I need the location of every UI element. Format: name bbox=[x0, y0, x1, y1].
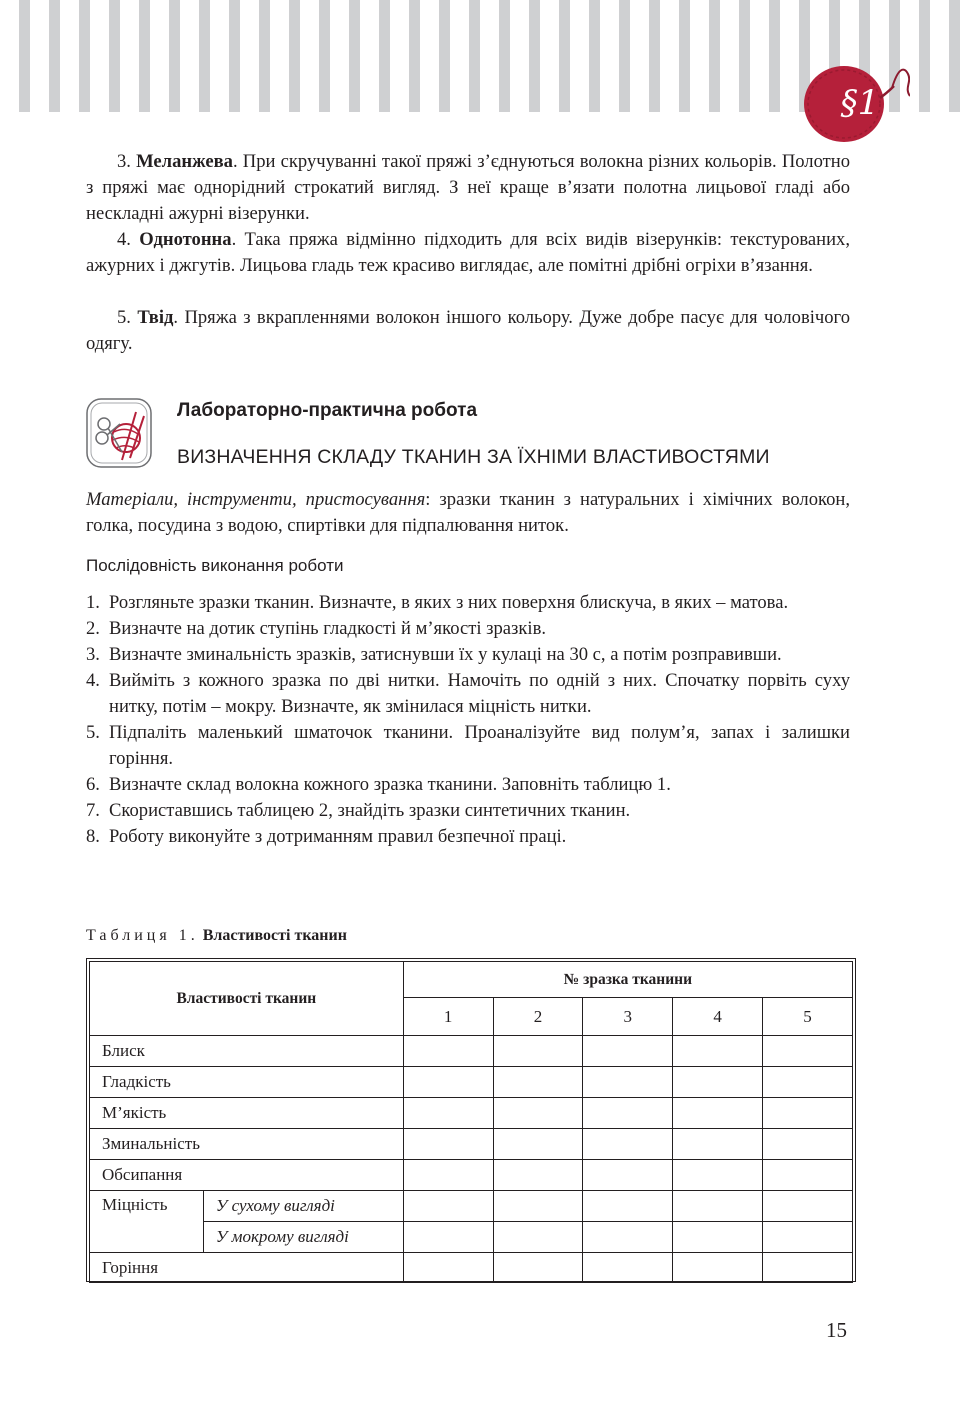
table-cell bbox=[583, 1222, 673, 1253]
table-cell bbox=[673, 1067, 763, 1098]
table-cell bbox=[673, 1222, 763, 1253]
row-label: Блиск bbox=[90, 1036, 404, 1067]
table-cell bbox=[673, 1160, 763, 1191]
list-item bbox=[86, 772, 850, 798]
header-stripe bbox=[559, 0, 570, 112]
table-cell bbox=[763, 1098, 853, 1129]
list-item bbox=[86, 824, 850, 850]
header-stripe bbox=[319, 0, 330, 112]
step-text: Підпаліть маленький шматочок тканини. Проаналізуйте вид полум’я, запах і залишки горіння. bbox=[109, 722, 850, 769]
paragraph-melange bbox=[86, 149, 850, 227]
header-stripe bbox=[19, 0, 30, 112]
sample-number: 2 bbox=[493, 998, 583, 1036]
table-cell bbox=[763, 1160, 853, 1191]
table-cell bbox=[493, 1222, 583, 1253]
paragraph-text: . Пряжа з вкрапленнями волокон іншого кольору. Дуже добре пасує для чоловічого одягу. bbox=[86, 307, 850, 354]
materials-label: Матеріали, інструменти, пристосування bbox=[86, 489, 426, 510]
table-cell bbox=[583, 1098, 673, 1129]
header-samples: № зразка тканини bbox=[403, 962, 852, 998]
header-stripe bbox=[649, 0, 660, 112]
table-cell bbox=[583, 1036, 673, 1067]
table-cell bbox=[583, 1129, 673, 1160]
table-row bbox=[90, 1036, 853, 1067]
table-cell bbox=[673, 1191, 763, 1222]
table-cell bbox=[763, 1129, 853, 1160]
header-stripe bbox=[109, 0, 120, 112]
sample-number: 4 bbox=[673, 998, 763, 1036]
table-cell bbox=[763, 1191, 853, 1222]
header-stripe bbox=[379, 0, 390, 112]
header-stripe bbox=[199, 0, 210, 112]
materials-text: : зразки тканин з натуральних і хімічних волокон, голка, посудина з водою, спиртівки для підпалювання ниток. bbox=[86, 489, 850, 536]
step-number: 6. bbox=[86, 774, 100, 795]
header-stripe bbox=[529, 0, 540, 112]
page-number: 15 bbox=[826, 1318, 847, 1342]
paragraph-solid bbox=[86, 227, 850, 279]
paragraph-number: 5. bbox=[117, 307, 138, 328]
sewing-tools-icon bbox=[86, 398, 152, 468]
header-stripe bbox=[679, 0, 690, 112]
header-stripe bbox=[619, 0, 630, 112]
header-stripe bbox=[169, 0, 180, 112]
step-text: Визначте зминальність зразків, затиснувши їх у кулаці на 30 с, а потім розправивши. bbox=[109, 644, 782, 665]
properties-table bbox=[89, 961, 853, 1283]
table-cell bbox=[403, 1253, 493, 1283]
table-cell bbox=[763, 1036, 853, 1067]
step-number: 3. bbox=[86, 644, 100, 665]
header-stripe bbox=[709, 0, 720, 112]
table-row bbox=[90, 1067, 853, 1098]
header-stripe bbox=[139, 0, 150, 112]
paragraph-term: Твід bbox=[137, 307, 174, 328]
header-stripe bbox=[79, 0, 90, 112]
table-cell bbox=[403, 1067, 493, 1098]
list-item bbox=[86, 798, 850, 824]
row-sublabel: У сухому вигляді bbox=[203, 1191, 403, 1222]
step-number: 5. bbox=[86, 722, 100, 743]
header-stripe bbox=[229, 0, 240, 112]
step-text: Розгляньте зразки тканин. Визначте, в яких з них поверхня блискуча, в яких – матова. bbox=[109, 592, 789, 613]
header-stripe bbox=[739, 0, 750, 112]
paragraph-text: . Така пряжа відмінно підходить для всіх видів візерунків: текстурованих, ажурних і джгутів. Лицьова гладь теж красиво виглядає, але помітні дрібні огріхи в’язання. bbox=[86, 229, 851, 276]
paragraph-number: 3. bbox=[117, 151, 137, 172]
table-cell bbox=[493, 1067, 583, 1098]
row-label: Горіння bbox=[90, 1253, 404, 1283]
header-stripe bbox=[409, 0, 420, 112]
list-item bbox=[86, 668, 850, 720]
table-cell bbox=[403, 1129, 493, 1160]
table-cell bbox=[403, 1222, 493, 1253]
table-row bbox=[90, 1222, 853, 1253]
header-stripe bbox=[349, 0, 360, 112]
sample-number: 5 bbox=[763, 998, 853, 1036]
lab-title: Лабораторно-практична робота bbox=[177, 400, 478, 421]
sequence-title: Послідовність виконання роботи bbox=[86, 556, 344, 575]
step-number: 2. bbox=[86, 618, 100, 639]
sample-number: 1 bbox=[403, 998, 493, 1036]
paragraph-number: 4. bbox=[117, 229, 140, 250]
table-cell bbox=[763, 1253, 853, 1283]
sample-number: 3 bbox=[583, 998, 673, 1036]
header-stripe bbox=[259, 0, 270, 112]
table-row bbox=[90, 1160, 853, 1191]
table-cell bbox=[403, 1036, 493, 1067]
list-item bbox=[86, 590, 850, 616]
step-text: Скориставшись таблицею 2, знайдіть зразки синтетичних тканин. bbox=[109, 800, 631, 821]
header-stripe bbox=[919, 0, 930, 112]
table-cell bbox=[763, 1067, 853, 1098]
step-text: Визначте на дотик ступінь гладкості й м’якості зразків. bbox=[109, 618, 547, 639]
list-item bbox=[86, 720, 850, 772]
step-text: Визначте склад волокна кожного зразка тканини. Заповніть таблицю 1. bbox=[109, 774, 671, 795]
table-cell bbox=[673, 1098, 763, 1129]
header-stripe bbox=[49, 0, 60, 112]
table-cell bbox=[493, 1160, 583, 1191]
step-text: Роботу виконуйте з дотриманням правил безпечної праці. bbox=[109, 826, 567, 847]
table-caption-prefix: Таблиця 1. bbox=[86, 927, 199, 944]
header-stripe bbox=[469, 0, 480, 112]
step-number: 8. bbox=[86, 826, 100, 847]
table-row bbox=[90, 1098, 853, 1129]
step-number: 7. bbox=[86, 800, 100, 821]
table-row bbox=[90, 1253, 853, 1283]
paragraph-tweed bbox=[86, 305, 850, 357]
table-cell bbox=[493, 1129, 583, 1160]
paragraph-term: Меланжева bbox=[136, 151, 233, 172]
header-stripe bbox=[439, 0, 450, 112]
table-cell bbox=[583, 1191, 673, 1222]
header-property: Властивості тканин bbox=[90, 962, 404, 1036]
step-text: Вийміть з кожного зразка по дві нитки. Намочіть по одній з них. Спочатку порвіть суху нитку, потім – мокру. Визначте, як змінилася міцність нитки. bbox=[109, 670, 850, 717]
table-caption bbox=[86, 927, 347, 945]
table-cell bbox=[673, 1129, 763, 1160]
row-label: Обсипання bbox=[90, 1160, 404, 1191]
table-cell bbox=[403, 1098, 493, 1129]
list-item bbox=[86, 642, 850, 668]
steps-list bbox=[86, 590, 850, 850]
header-stripe bbox=[589, 0, 600, 112]
row-sublabel: У мокрому вигляді bbox=[203, 1222, 403, 1253]
row-label: Зминальність bbox=[90, 1129, 404, 1160]
materials-paragraph bbox=[86, 487, 850, 539]
table-cell bbox=[403, 1191, 493, 1222]
header-stripe bbox=[289, 0, 300, 112]
header-stripe bbox=[499, 0, 510, 112]
section-badge: §1 bbox=[840, 83, 880, 123]
table-cell bbox=[763, 1222, 853, 1253]
step-number: 1. bbox=[86, 592, 100, 613]
row-label: Міцність bbox=[90, 1191, 204, 1253]
row-label: М’якість bbox=[90, 1098, 404, 1129]
table-cell bbox=[493, 1036, 583, 1067]
table-cell bbox=[583, 1253, 673, 1283]
table-cell bbox=[493, 1253, 583, 1283]
table-row bbox=[90, 1129, 853, 1160]
row-label: Гладкість bbox=[90, 1067, 404, 1098]
table-cell bbox=[583, 1067, 673, 1098]
table-caption-title: Властивості тканин bbox=[202, 927, 347, 944]
paragraph-term: Однотонна bbox=[139, 229, 232, 250]
table-cell bbox=[583, 1160, 673, 1191]
table-cell bbox=[403, 1160, 493, 1191]
table-cell bbox=[673, 1253, 763, 1283]
table-cell bbox=[493, 1098, 583, 1129]
table-cell bbox=[673, 1036, 763, 1067]
table-header-row bbox=[90, 962, 853, 998]
table-row bbox=[90, 1191, 853, 1222]
paragraph-text: . При скручуванні такої пряжі з’єднуються волокна різних кольорів. Полотно з пряжі має однорідний строкатий вигляд. З неї краще в’язати полотна лицьової гладі або нескладні ажурні візерунки. bbox=[86, 151, 851, 224]
header-stripe bbox=[769, 0, 780, 112]
table-cell bbox=[493, 1191, 583, 1222]
step-number: 4. bbox=[86, 670, 100, 691]
header-stripe bbox=[949, 0, 960, 112]
lab-subtitle: ВИЗНАЧЕННЯ СКЛАДУ ТКАНИН ЗА ЇХНІМИ ВЛАСТИВОСТЯМИ bbox=[177, 446, 770, 468]
list-item bbox=[86, 616, 850, 642]
